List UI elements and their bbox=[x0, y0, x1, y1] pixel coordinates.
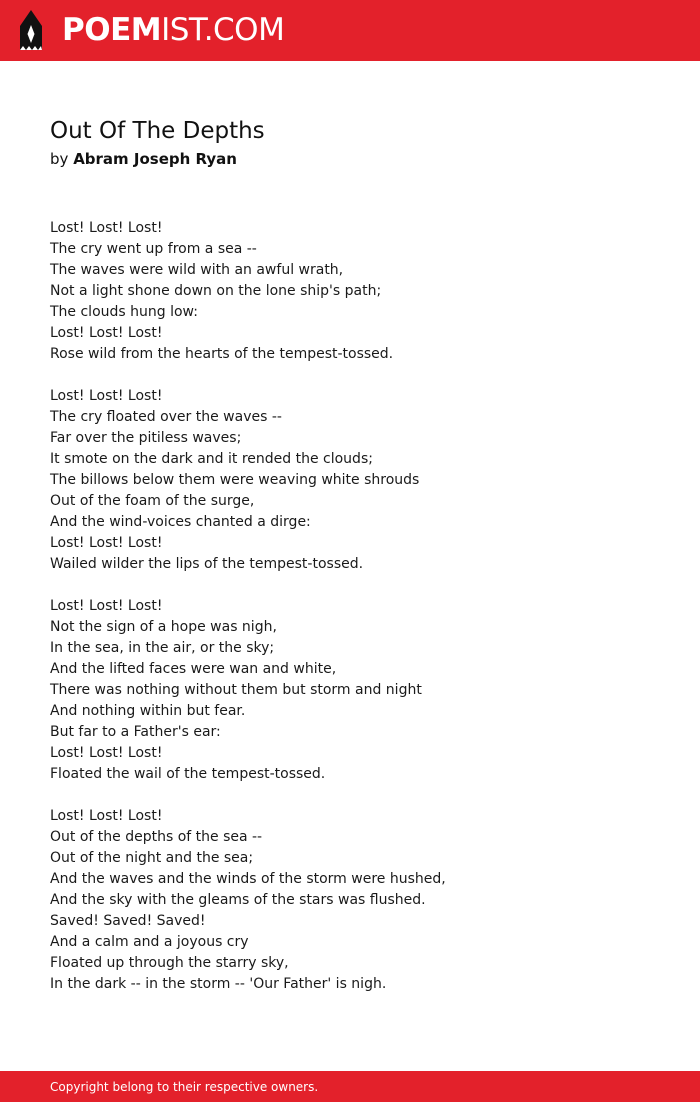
stanza bbox=[50, 596, 670, 785]
poem-line: And the waves and the winds of the storm were hushed, bbox=[50, 871, 446, 887]
poem-line: Lost! Lost! Lost! bbox=[50, 745, 163, 761]
poem-line: Out of the night and the sea; bbox=[50, 850, 254, 866]
poem-line: Not the sign of a hope was nigh, bbox=[50, 619, 277, 635]
poem-line: There was nothing without them but storm and night bbox=[50, 682, 422, 698]
stanza-gap bbox=[50, 785, 670, 806]
poem-line: The billows below them were weaving white shrouds bbox=[50, 472, 420, 488]
poem-line: And a calm and a joyous cry bbox=[50, 934, 249, 950]
pen-nib-icon[interactable] bbox=[18, 10, 44, 52]
byline bbox=[50, 148, 237, 170]
by-label: by bbox=[50, 150, 69, 168]
poem-line: Wailed wilder the lips of the tempest-tossed. bbox=[50, 556, 364, 572]
poem-line: And the wind-voices chanted a dirge: bbox=[50, 514, 311, 530]
stanza bbox=[50, 806, 670, 995]
poem-line: And the lifted faces were wan and white, bbox=[50, 661, 337, 677]
poem-line: But far to a Father's ear: bbox=[50, 724, 221, 740]
site-header bbox=[0, 0, 700, 61]
author-name: Abram Joseph Ryan bbox=[73, 150, 237, 168]
site-logo[interactable] bbox=[62, 12, 284, 48]
stanza bbox=[50, 386, 670, 575]
poem-line: The waves were wild with an awful wrath, bbox=[50, 262, 344, 278]
poem-line: Lost! Lost! Lost! bbox=[50, 535, 163, 551]
poem-line: Lost! Lost! Lost! bbox=[50, 808, 163, 824]
poem-line: And the sky with the gleams of the stars was flushed. bbox=[50, 892, 426, 908]
stanza bbox=[50, 218, 670, 365]
poem-title: Out Of The Depths bbox=[50, 118, 265, 144]
poem-line: Out of the depths of the sea -- bbox=[50, 829, 263, 845]
poem-line: Lost! Lost! Lost! bbox=[50, 325, 163, 341]
poem-line: Lost! Lost! Lost! bbox=[50, 388, 163, 404]
poem-line: It smote on the dark and it rended the clouds; bbox=[50, 451, 373, 467]
poem-line: Floated up through the starry sky, bbox=[50, 955, 289, 971]
poem-line: In the sea, in the air, or the sky; bbox=[50, 640, 275, 656]
poem-line: Saved! Saved! Saved! bbox=[50, 913, 206, 929]
poem-body bbox=[50, 218, 670, 995]
stanza-gap bbox=[50, 365, 670, 386]
poem-line: The cry went up from a sea -- bbox=[50, 241, 257, 257]
logo-text-strong: POEM bbox=[62, 12, 162, 48]
poem-line: Floated the wail of the tempest-tossed. bbox=[50, 766, 326, 782]
site-footer bbox=[0, 1071, 700, 1102]
poem-line: The clouds hung low: bbox=[50, 304, 198, 320]
poem-line: Rose wild from the hearts of the tempest-tossed. bbox=[50, 346, 394, 362]
logo-text-light: IST.COM bbox=[161, 12, 285, 48]
poem-line: The cry floated over the waves -- bbox=[50, 409, 282, 425]
copyright-text: Copyright belong to their respective owners. bbox=[50, 1080, 319, 1094]
poem-line: Lost! Lost! Lost! bbox=[50, 598, 163, 614]
poem-line: Lost! Lost! Lost! bbox=[50, 220, 163, 236]
poem-line: Far over the pitiless waves; bbox=[50, 430, 242, 446]
stanza-gap bbox=[50, 575, 670, 596]
poem-line: Not a light shone down on the lone ship's path; bbox=[50, 283, 382, 299]
poem-line: Out of the foam of the surge, bbox=[50, 493, 255, 509]
poem-line: In the dark -- in the storm -- 'Our Father' is nigh. bbox=[50, 976, 387, 992]
poem-line: And nothing within but fear. bbox=[50, 703, 246, 719]
